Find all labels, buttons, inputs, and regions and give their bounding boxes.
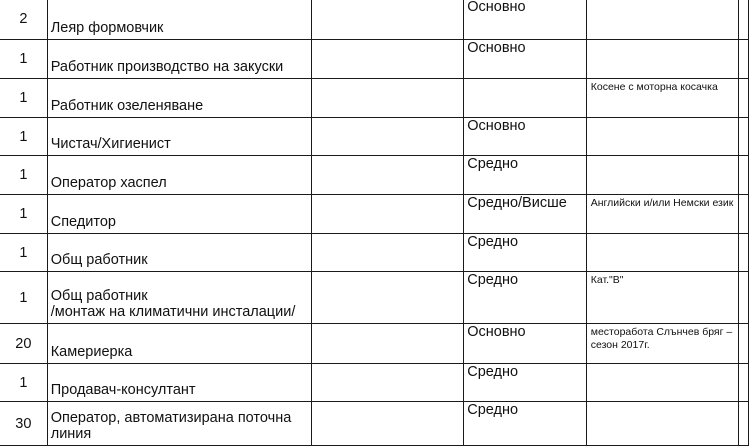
education-cell: Средно <box>464 156 587 195</box>
empty-cell <box>739 195 749 234</box>
table-row <box>0 156 749 195</box>
empty-cell <box>739 156 749 195</box>
empty-cell <box>739 79 749 118</box>
empty-cell <box>312 324 464 364</box>
note-cell <box>586 40 738 79</box>
table-row <box>0 402 749 446</box>
empty-cell <box>739 364 749 402</box>
count-cell: 1 <box>0 364 47 402</box>
education-cell: Основно <box>464 40 587 79</box>
empty-cell <box>739 40 749 79</box>
education-cell: Средно <box>464 234 587 272</box>
education-cell <box>464 79 587 118</box>
empty-cell <box>312 402 464 446</box>
note-cell <box>586 118 738 156</box>
empty-cell <box>739 0 749 40</box>
education-cell: Средно <box>464 402 587 446</box>
education-cell: Основно <box>464 0 587 40</box>
education-cell: Основно <box>464 324 587 364</box>
note-cell: Косене с моторна косачка <box>586 79 738 118</box>
empty-cell <box>312 0 464 40</box>
position-cell: Чистач/Хигиенист <box>47 118 312 156</box>
table-row <box>0 272 749 324</box>
note-cell <box>586 0 738 40</box>
position-cell: Камериерка <box>47 324 312 364</box>
position-cell: Общ работник /монтаж на климатични инсталации/ <box>47 272 312 324</box>
note-cell: Английски и/или Немски език <box>586 195 738 234</box>
count-cell: 1 <box>0 40 47 79</box>
empty-cell <box>312 272 464 324</box>
note-cell <box>586 402 738 446</box>
empty-cell <box>312 195 464 234</box>
note-cell <box>586 234 738 272</box>
position-cell: Спедитор <box>47 195 312 234</box>
position-cell: Оператор хаспел <box>47 156 312 195</box>
count-cell: 1 <box>0 118 47 156</box>
empty-cell <box>739 324 749 364</box>
table-row <box>0 118 749 156</box>
empty-cell <box>739 118 749 156</box>
count-cell: 30 <box>0 402 47 446</box>
education-cell: Средно/Висше <box>464 195 587 234</box>
empty-cell <box>312 79 464 118</box>
education-cell: Средно <box>464 272 587 324</box>
position-cell: Работник озеленяване <box>47 79 312 118</box>
empty-cell <box>312 40 464 79</box>
empty-cell <box>739 234 749 272</box>
empty-cell <box>739 402 749 446</box>
position-cell: Леяр формовчик <box>47 0 312 40</box>
empty-cell <box>312 156 464 195</box>
empty-cell <box>312 234 464 272</box>
note-cell: Кат."В" <box>586 272 738 324</box>
note-cell: месторабота Слънчев бряг – сезон 2017г. <box>586 324 738 364</box>
empty-cell <box>312 364 464 402</box>
count-cell: 1 <box>0 234 47 272</box>
count-cell: 1 <box>0 272 47 324</box>
position-cell: Оператор, автоматизирана поточна линия <box>47 402 312 446</box>
count-cell: 1 <box>0 195 47 234</box>
table-row <box>0 364 749 402</box>
table-row <box>0 0 749 40</box>
table-row <box>0 324 749 364</box>
count-cell: 20 <box>0 324 47 364</box>
count-cell: 2 <box>0 0 47 40</box>
table-row <box>0 40 749 79</box>
empty-cell <box>739 272 749 324</box>
position-cell: Работник производство на закуски <box>47 40 312 79</box>
position-cell: Продавач-консултант <box>47 364 312 402</box>
table-row <box>0 195 749 234</box>
empty-cell <box>312 118 464 156</box>
note-cell <box>586 156 738 195</box>
count-cell: 1 <box>0 156 47 195</box>
note-cell <box>586 364 738 402</box>
table-row <box>0 234 749 272</box>
count-cell: 1 <box>0 79 47 118</box>
position-cell: Общ работник <box>47 234 312 272</box>
education-cell: Основно <box>464 118 587 156</box>
education-cell: Средно <box>464 364 587 402</box>
table-row <box>0 79 749 118</box>
